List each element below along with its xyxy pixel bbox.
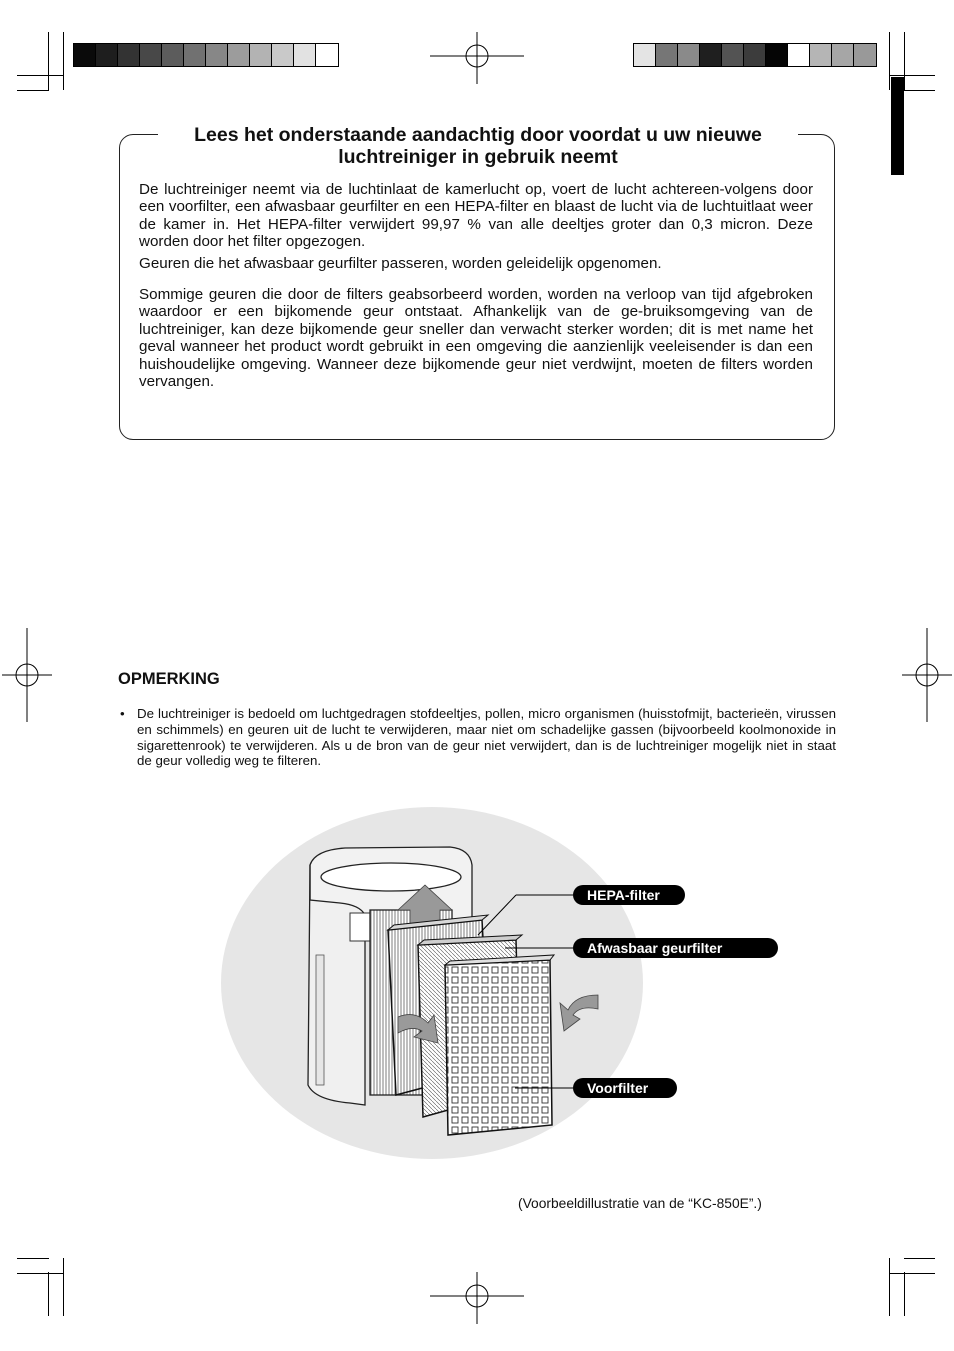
color-swatch (294, 44, 316, 66)
bullet-icon: • (120, 706, 125, 721)
color-swatch (228, 44, 250, 66)
notice-body (139, 181, 813, 390)
filter-illustration (220, 805, 650, 1165)
label-afwasbaar-geurfilter: Afwasbaar geurfilter (573, 938, 778, 958)
color-swatch (722, 44, 744, 66)
color-swatch (744, 44, 766, 66)
illustration-caption: (Voorbeeldillustratie van de “KC-850E”.) (518, 1196, 762, 1211)
color-swatch (250, 44, 272, 66)
label-voorfilter: Voorfilter (573, 1078, 677, 1098)
notice-paragraph-1: De luchtreiniger neemt via de luchtinlaat de kamerlucht op, voert de lucht achtereen-volgens door een voorfilter, een afwasbaar geurfilter en een HEPA-filter en blaast de lucht via de luchtuitlaat weer de kamer in. Het HEPA-filter verwijdert 99,97 % van alle deeltjes groter dan 0,3 micron. Deze worden door het filter opgezogen. (139, 181, 813, 251)
registration-target-icon (2, 628, 52, 722)
color-swatch (810, 44, 832, 66)
color-swatch (272, 44, 294, 66)
color-swatch (162, 44, 184, 66)
color-swatch (184, 44, 206, 66)
notice-paragraph-3: Sommige geuren die door de filters geabsorbeerd worden, worden na verloop van tijd afgebroken waardoor er een bijkomende geur ontstaat. Afhankelijk van de ge-bruiksomgeving van de luchtreiniger, kan deze bijkomende geur sneller dan verwacht sterker worden; dit is met name het geval wanneer het product wordt gebruikt in een omgeving die aanzienlijk veeleisender is dan een huishoudelijke omgeving. Wanneer deze bijkomende geur niet verdwijnt, moeten de filters worden vervangen. (139, 286, 813, 391)
color-calibration-bar-left (73, 43, 339, 67)
prefilter-icon (445, 955, 554, 1135)
registration-target-icon (430, 32, 524, 84)
opmerking-list (120, 706, 836, 769)
color-swatch (788, 44, 810, 66)
color-swatch (766, 44, 788, 66)
color-swatch (140, 44, 162, 66)
list-item (120, 706, 836, 769)
notice-title (158, 124, 798, 168)
color-swatch (316, 44, 338, 66)
notice-title-line-2: luchtreiniger in gebruik neemt (338, 146, 618, 168)
color-swatch (700, 44, 722, 66)
notice-paragraph-2: Geuren die het afwasbaar geurfilter passeren, worden geleidelijk opgenomen. (139, 254, 662, 272)
registration-target-icon (430, 1272, 524, 1324)
section-tab-marker (891, 77, 904, 175)
opmerking-text: De luchtreiniger is bedoeld om luchtgedragen stofdeeltjes, pollen, micro organismen (huisstofmijt, bacterieën, virussen en schimmels) en geuren uit de lucht te verwijderen, maar niet om schadelijke gassen (bijvoorbeeld koolmonoxide in sigarettenrook) te verwijderen. Als u de bron van de geur niet verwijdert, dan is de luchtreiniger mogelijk niet in staat de geur volledig weg te filteren. (137, 706, 836, 769)
color-swatch (206, 44, 228, 66)
color-swatch (656, 44, 678, 66)
color-swatch (634, 44, 656, 66)
color-swatch (118, 44, 140, 66)
color-swatch (832, 44, 854, 66)
color-swatch (678, 44, 700, 66)
color-swatch (96, 44, 118, 66)
color-swatch (854, 44, 876, 66)
opmerking-heading: OPMERKING (118, 670, 220, 688)
label-hepa-filter: HEPA-filter (573, 885, 685, 905)
color-swatch (74, 44, 96, 66)
notice-title-line-1: Lees het onderstaande aandachtig door voordat u uw nieuwe (194, 124, 762, 146)
color-calibration-bar-right (633, 43, 877, 67)
registration-target-icon (902, 628, 952, 722)
